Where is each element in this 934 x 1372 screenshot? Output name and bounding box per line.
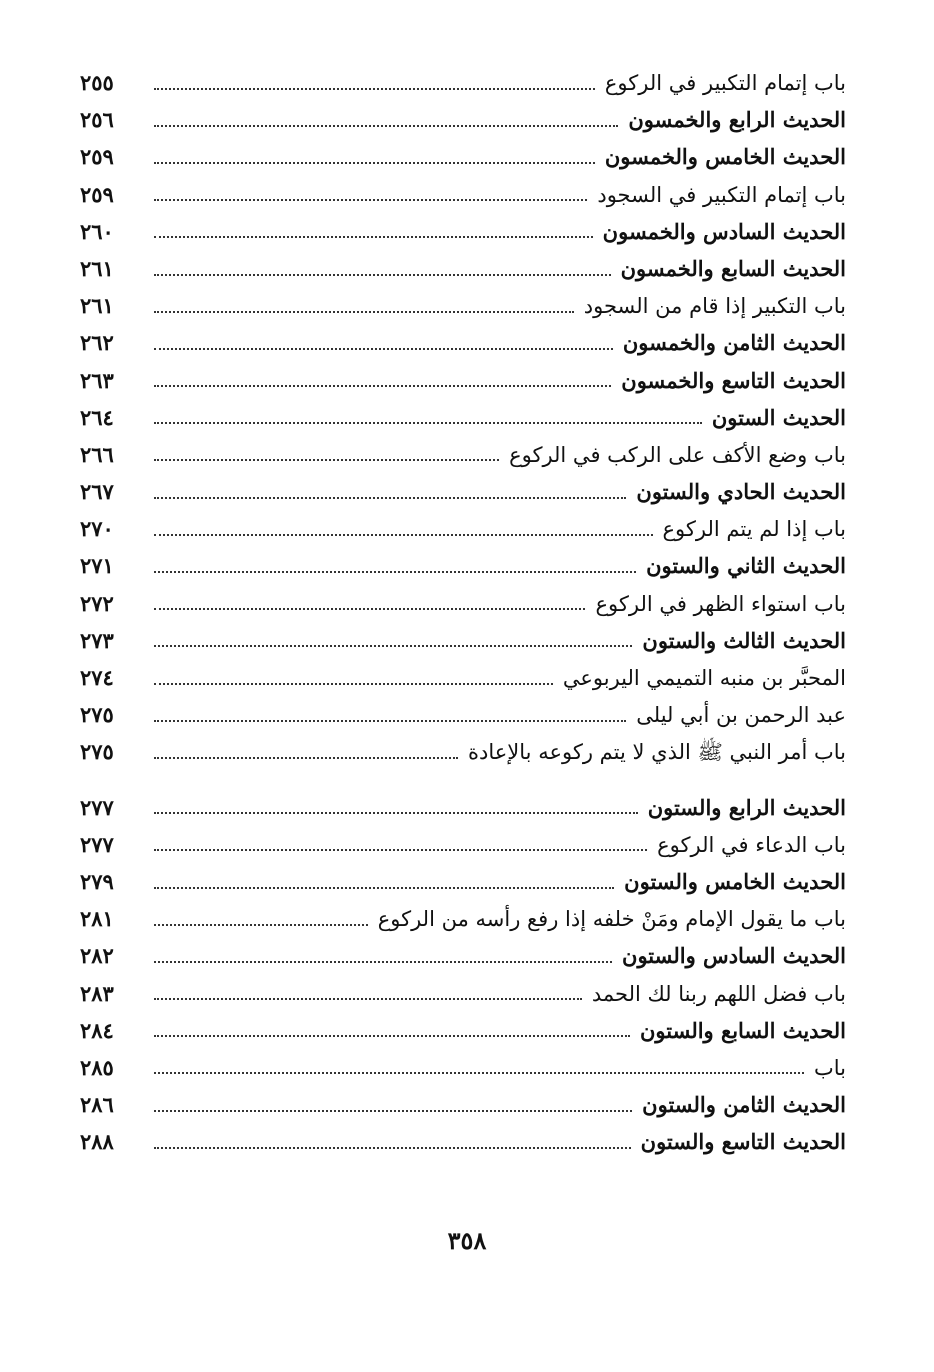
toc-entry	[80, 176, 846, 213]
toc-entry-title: الحديث الثامن والستون	[642, 1092, 846, 1118]
toc-entry-page-number: ٢٧٥	[80, 702, 114, 728]
toc-entry-title: باب وضع الأكف على الركب في الركوع	[509, 442, 846, 467]
toc-entry-title: الحديث الثالث والستون	[642, 627, 846, 653]
toc-entry-title: الحديث التاسع والخمسون	[621, 367, 846, 393]
toc-entry	[80, 789, 846, 826]
toc-entry	[80, 101, 846, 138]
dot-leader	[154, 459, 499, 461]
toc-entry-page-number: ٢٦٠	[80, 218, 114, 244]
toc-entry	[80, 733, 846, 770]
dot-leader	[154, 274, 611, 276]
toc-entry-title: باب أمر النبي ﷺ الذي لا يتم ركوعه بالإعادة	[468, 740, 846, 765]
toc-entry-page-number: ٢٨٤	[80, 1017, 114, 1043]
toc-entry-title: باب إتمام التكبير في السجود	[597, 182, 846, 207]
toc-entry-page-number: ٢٥٩	[80, 181, 114, 207]
toc-entry	[80, 473, 846, 510]
toc-entry-page-number: ٢٥٥	[80, 70, 114, 95]
dot-leader	[154, 385, 611, 387]
toc-entry-page-number: ٢٧٥	[80, 739, 114, 765]
toc-entry-title: الحديث التاسع والستون	[640, 1129, 846, 1155]
toc-entry-page-number: ٢٨١	[80, 906, 114, 932]
toc-entry-title: باب إذا لم يتم الركوع	[662, 517, 846, 542]
toc-entry	[80, 1012, 846, 1049]
toc-entry-page-number: ٢٧٣	[80, 627, 114, 653]
dot-leader	[154, 348, 613, 350]
dot-leader	[154, 422, 702, 424]
table-of-contents	[80, 64, 846, 1160]
toc-entry	[80, 696, 846, 733]
dot-leader	[154, 1147, 631, 1149]
toc-entry-title: الحديث الحادي والستون	[636, 479, 846, 505]
toc-entry-title: الحديث الثاني والستون	[646, 553, 846, 579]
toc-entry-page-number: ٢٧١	[80, 553, 114, 579]
toc-entry-page-number: ٢٥٩	[80, 144, 114, 170]
page-number: ٣٥٨	[447, 1226, 487, 1255]
dot-leader	[154, 683, 553, 685]
toc-entry	[80, 138, 846, 175]
toc-entry	[80, 436, 846, 473]
toc-entry	[80, 324, 846, 361]
dot-leader	[154, 849, 647, 851]
toc-entry-title: باب إتمام التكبير في الركوع	[604, 71, 846, 95]
toc-entry-page-number: ٢٧٧	[80, 831, 114, 857]
toc-entry-page-number: ٢٨٨	[80, 1129, 114, 1155]
toc-entry-title: باب التكبير إذا قام من السجود	[583, 294, 846, 319]
toc-entry-title: الحديث السادس والستون	[622, 943, 846, 969]
toc-entry	[80, 1123, 846, 1160]
dot-leader	[154, 608, 585, 610]
toc-entry-page-number: ٢٨٥	[80, 1054, 114, 1080]
dot-leader	[154, 924, 368, 926]
dot-leader	[154, 998, 582, 1000]
toc-entry	[80, 622, 846, 659]
toc-entry-page-number: ٢٥٦	[80, 107, 114, 133]
dot-leader	[154, 645, 632, 647]
toc-entry	[80, 585, 846, 622]
toc-entry	[80, 1049, 846, 1086]
toc-entry-page-number: ٢٧٢	[80, 590, 114, 616]
toc-entry	[80, 975, 846, 1012]
toc-entry-page-number: ٢٨٢	[80, 943, 114, 969]
dot-leader	[154, 311, 574, 313]
dot-leader	[154, 199, 587, 201]
dot-leader	[154, 961, 612, 963]
toc-entry	[80, 826, 846, 863]
dot-leader	[154, 236, 593, 238]
toc-entry-title: الحديث السابع والخمسون	[620, 255, 846, 281]
dot-leader	[154, 757, 458, 759]
toc-entry-title: الحديث السابع والستون	[639, 1017, 846, 1043]
toc-entry-title: باب فضل اللهم ربنا لك الحمد	[591, 981, 846, 1006]
toc-entry-page-number: ٢٧٧	[80, 794, 114, 820]
toc-entry	[80, 510, 846, 547]
dot-leader	[154, 534, 653, 536]
toc-entry-page-number: ٢٦١	[80, 293, 114, 319]
toc-entry-title: الحديث الرابع والخمسون	[628, 107, 846, 133]
toc-entry-title: الحديث الخامس والستون	[624, 868, 846, 894]
dot-leader	[154, 1035, 630, 1037]
dot-leader	[154, 812, 638, 814]
toc-entry	[80, 659, 846, 696]
toc-entry-title: الحديث الرابع والستون	[647, 794, 846, 820]
toc-entry-page-number: ٢٦٢	[80, 330, 114, 356]
toc-entry-title: الحديث السادس والخمسون	[602, 218, 846, 244]
toc-entry	[80, 399, 846, 436]
toc-entry-page-number: ٢٦١	[80, 255, 114, 281]
dot-leader	[154, 720, 626, 722]
toc-entry-title: الحديث الثامن والخمسون	[622, 330, 846, 356]
toc-entry-title: باب	[813, 1055, 846, 1080]
toc-entry	[80, 937, 846, 974]
toc-entry-page-number: ٢٦٤	[80, 404, 114, 430]
toc-entry-page-number: ٢٨٣	[80, 980, 114, 1006]
toc-entry-page-number: ٢٦٧	[80, 479, 114, 505]
dot-leader	[154, 162, 595, 164]
toc-entry-page-number: ٢٦٦	[80, 441, 114, 467]
dot-leader	[154, 125, 618, 127]
toc-entry	[80, 547, 846, 584]
toc-entry-title: الحديث الخامس والخمسون	[604, 144, 846, 170]
toc-entry-page-number: ٢٧٠	[80, 516, 114, 542]
toc-entry-title: الحديث الستون	[711, 404, 846, 430]
toc-entry-page-number: ٢٦٣	[80, 367, 114, 393]
toc-entry	[80, 64, 846, 101]
dot-leader	[154, 887, 614, 889]
dot-leader	[154, 497, 626, 499]
toc-entry	[80, 362, 846, 399]
toc-entry	[80, 863, 846, 900]
toc-entry	[80, 287, 846, 324]
toc-entry-page-number: ٢٧٤	[80, 665, 114, 690]
toc-entry-page-number: ٢٨٦	[80, 1092, 114, 1118]
dot-leader	[154, 1072, 804, 1074]
toc-entry	[80, 250, 846, 287]
toc-entry-title: باب استواء الظهر في الركوع	[595, 591, 846, 616]
toc-entry-title: عبد الرحمن بن أبي ليلى	[636, 703, 846, 728]
toc-entry	[80, 1086, 846, 1123]
toc-entry	[80, 213, 846, 250]
dot-leader	[154, 1110, 632, 1112]
toc-entry	[80, 900, 846, 937]
toc-entry-title: المحبَّر بن منبه التميمي اليربوعي	[562, 666, 846, 690]
dot-leader	[154, 571, 636, 573]
dot-leader	[154, 88, 595, 90]
toc-entry-title: باب ما يقول الإمام ومَنْ خلفه إذا رفع رأسه من الركوع	[377, 907, 846, 932]
toc-entry-page-number: ٢٧٩	[80, 868, 114, 894]
toc-entry-title: باب الدعاء في الركوع	[657, 832, 846, 857]
